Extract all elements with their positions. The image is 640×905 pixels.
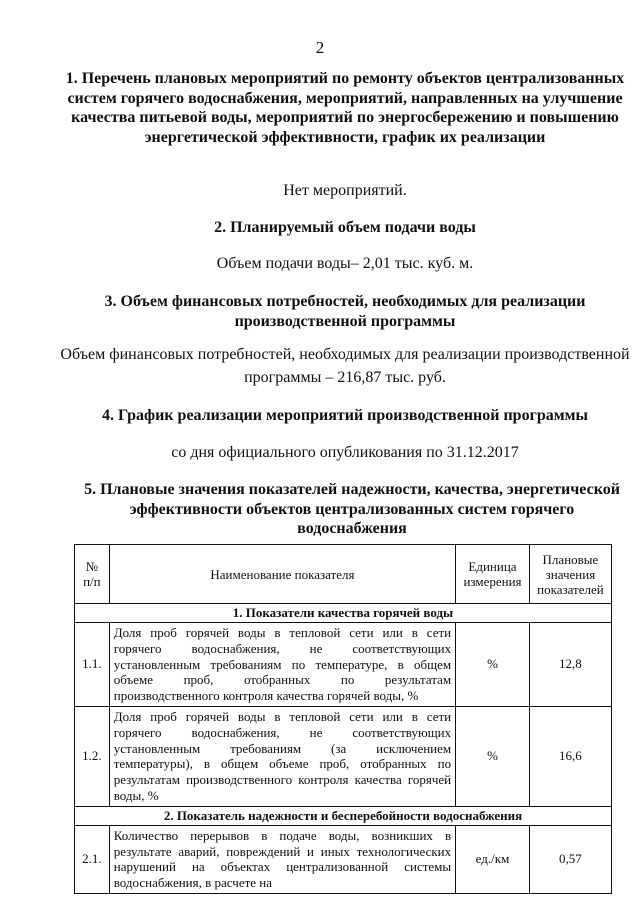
table-group-row — [75, 604, 612, 623]
indicators-table — [74, 544, 612, 894]
row-num: 1.1. — [75, 623, 110, 707]
page-number: 2 — [315, 38, 325, 57]
row-num: 2.1. — [75, 825, 110, 893]
table-row — [75, 706, 612, 806]
section-5-title: 5. Плановые значения показателей надежности, качества, энергетической эффективности объектов централизованных систем горячего водоснабжения — [84, 481, 620, 537]
row-unit: % — [456, 623, 530, 707]
table-header-row — [75, 545, 612, 604]
section-3-title: 3. Объем финансовых потребностей, необходимых для реализации производственной программы — [104, 293, 586, 330]
header-num: № п/п — [75, 545, 110, 604]
row-value: 0,57 — [529, 825, 611, 893]
row-num: 1.2. — [75, 706, 110, 806]
row-value: 16,6 — [529, 706, 611, 806]
section-4-text: со дня официального опубликования по 31.12.2017 — [171, 444, 519, 461]
row-unit: ед./км — [456, 825, 530, 893]
group-2-title: 2. Показатель надежности и бесперебойности водоснабжения — [75, 806, 612, 825]
section-4-title: 4. График реализации мероприятий производственной программы — [101, 407, 589, 424]
header-name: Наименование показателя — [109, 545, 455, 604]
table-group-row — [75, 806, 612, 825]
table-row — [75, 623, 612, 707]
header-value: Плановые значения показателей — [529, 545, 611, 604]
section-3-text: Объем финансовых потребностей, необходимых для реализации производственной программы – 216,87 тыс. руб. — [60, 346, 630, 386]
section-1-title: 1. Перечень плановых мероприятий по ремонту объектов централизованных систем горячего водоснабжения, мероприятий, направленных на улучшение качества питьевой воды, мероприятий по энергосбережению и повышению энергетической эффективности, график их реализации — [65, 70, 625, 146]
section-2-title: 2. Планируемый объем подачи воды — [214, 219, 476, 236]
row-unit: % — [456, 706, 530, 806]
table-row — [75, 825, 612, 893]
header-unit: Единица измерения — [456, 545, 530, 604]
section-1-text: Нет мероприятий. — [283, 182, 407, 199]
row-value: 12,8 — [529, 623, 611, 707]
row-name: Доля проб горячей воды в тепловой сети или в сети горячего водоснабжения, не соответствующих установленным требованиям (за исключением температуры), в общем объеме проб, отобранных по результатам производственного контроля качества горячей воды, % — [109, 706, 455, 806]
row-name: Количество перерывов в подаче воды, возникших в результате аварий, повреждений и иных технологических нарушений на объектах централизованной системы водоснабжения, в расчете на — [109, 825, 455, 893]
row-name: Доля проб горячей воды в тепловой сети или в сети горячего водоснабжения, не соответствующих установленным требованиям по температуре, в общем объеме проб, отобранных по результатам производственного контроля качества горячей воды, % — [109, 623, 455, 707]
group-1-title: 1. Показатели качества горячей воды — [75, 604, 612, 623]
section-2-text: Объем подачи воды– 2,01 тыс. куб. м. — [216, 255, 474, 272]
